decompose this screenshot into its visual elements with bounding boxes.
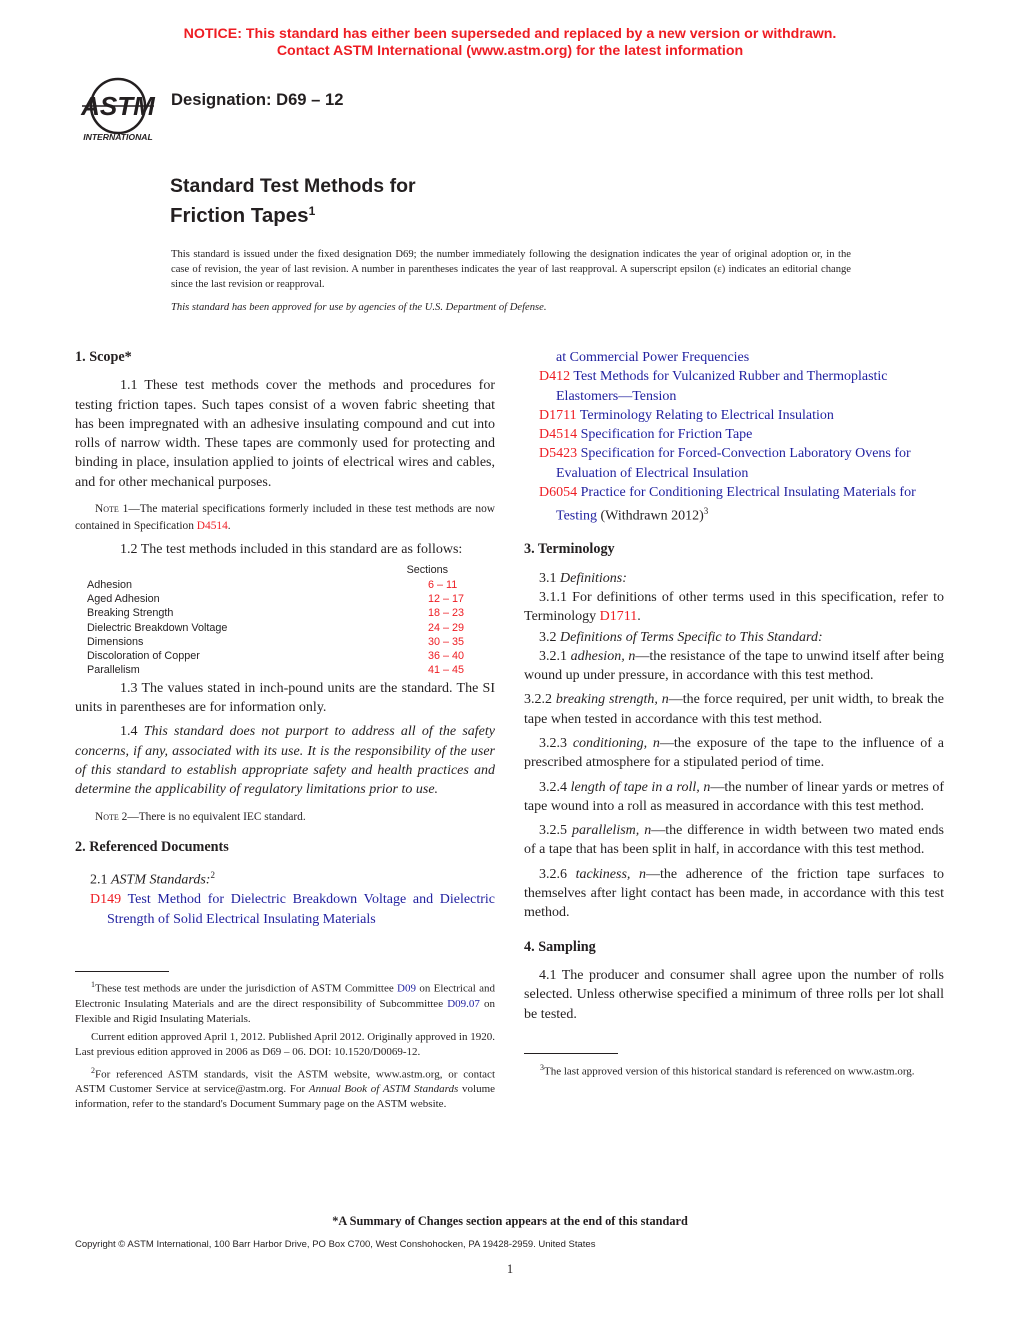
table-row — [75, 649, 493, 663]
ref-d412-num[interactable]: D412 — [539, 369, 571, 385]
logo-text: ASTM — [81, 91, 155, 121]
section-range-link[interactable]: 6 – 11 — [428, 578, 458, 591]
sections-table — [75, 563, 493, 677]
section-name: Aged Adhesion — [87, 592, 160, 605]
para-3-1-1 — [524, 588, 944, 627]
para-1-4 — [75, 722, 495, 799]
definition-text: —the exposure of the tape to the influence of a prescribed atmosphere for a stipulated period of time. — [524, 736, 944, 771]
para-1-4-num: 1.4 — [120, 724, 144, 740]
note-1-end: . — [227, 519, 231, 532]
ref-d1711-text[interactable]: Terminology Relating to Electrical Insulation — [576, 407, 834, 423]
ref-d6054-num[interactable]: D6054 — [539, 485, 578, 501]
sampling-heading: 4. Sampling — [524, 938, 596, 955]
section-name: Dielectric Breakdown Voltage — [87, 621, 228, 634]
para-3-1-1-end: . — [637, 609, 641, 625]
para-4-1: 4.1 The producer and consumer shall agree upon the number of rolls selected. Unless otherwise specified a minimum of three rolls per lot shall be tested. — [524, 967, 944, 1022]
designation: Designation: D69 – 12 — [171, 90, 344, 109]
footnote-2-a: For referenced ASTM standards, visit the ASTM website, www.astm.org, or contact ASTM Customer Service at service@astm.org. For — [75, 1068, 495, 1096]
footnote-2-mark: 2 — [91, 1065, 95, 1075]
section-range-link[interactable]: 12 – 17 — [428, 592, 465, 605]
definition-num: 3.2.1 — [539, 648, 571, 664]
logo-subtext: INTERNATIONAL — [83, 132, 153, 142]
section-range-link[interactable]: 36 – 40 — [428, 650, 465, 663]
definition-num: 3.2.3 — [539, 736, 573, 751]
para-2-1 — [75, 866, 495, 890]
para-3-2-text: Definitions of Terms Specific to This Standard: — [560, 629, 823, 645]
definition-text: —the difference in width between two mated ends of a tape that has been split in half, in accordance with this test method. — [524, 823, 945, 858]
definition-text: —the number of linear yards or metres of tape wound into a roll as measured in accordance with this test method. — [524, 779, 944, 814]
table-row — [75, 606, 493, 620]
footnote-3-text: The last approved version of this historical standard is referenced on www.astm.org. — [544, 1065, 915, 1078]
definition-text: —the force required, per unit width, to break the tape when tested in accordance with this test method. — [524, 692, 944, 727]
definition-num: 3.2.6 — [539, 866, 576, 882]
definition-text: —the adherence of the friction tape surfaces to themselves after light contact has been made, in accordance with this test method. — [524, 866, 944, 921]
para-2-1-num: 2.1 — [90, 872, 111, 888]
para-3-1-1-text: 3.1.1 For definitions of other terms used in this specification, refer to Terminology — [524, 589, 944, 625]
dod-approval: This standard has been approved for use by agencies of the U.S. Department of Defense. — [171, 302, 547, 313]
title-line-2: Friction Tapes — [170, 204, 309, 227]
ref-d5423-text[interactable]: Specification for Forced-Convection Laboratory Ovens for Evaluation of Electrical Insulation — [556, 446, 911, 481]
table-row — [75, 635, 493, 649]
definition-term: conditioning, n — [572, 736, 660, 751]
footnote-3-mark: 3 — [540, 1062, 544, 1072]
ref-d5423-num[interactable]: D5423 — [539, 446, 578, 462]
note-2 — [75, 809, 495, 826]
definition-term: breaking strength, n — [555, 692, 669, 708]
document-title — [170, 174, 416, 228]
para-3-1-text: Definitions: — [560, 570, 627, 586]
notice-line-2: Contact ASTM International (www.astm.org) for the latest information — [276, 43, 744, 59]
sections-header: Sections — [406, 564, 448, 577]
section-name: Adhesion — [87, 578, 133, 591]
page-number: 1 — [506, 1262, 514, 1276]
title-line-1: Standard Test Methods for — [170, 175, 416, 197]
para-3-1 — [524, 569, 944, 588]
scope-heading: 1. Scope* — [75, 349, 132, 365]
footnote-1-a: These test methods are under the jurisdiction of ASTM Committee — [95, 982, 398, 995]
issue-statement: This standard is issued under the fixed designation D69; the number immediately following the designation indicates the year of original adoption or, in the case of revision, the year of last revision. A number in parentheses indicates the year of last reapproval. A superscript epsilon (ε) indicates an editorial change since the last revision or reapproval. — [171, 249, 851, 290]
supersede-notice — [0, 26, 1020, 60]
definition-term: tackiness, n — [575, 866, 646, 882]
right-column — [524, 348, 944, 1080]
definition-num: 3.2.5 — [539, 823, 572, 839]
footnote-1-c: on Flexible and Rigid Insulating Materials. — [75, 997, 495, 1025]
para-1-3: 1.3 The values stated in inch-pound units are the standard. The SI units in parentheses are for information only. — [75, 680, 495, 716]
section-name: Dimensions — [87, 635, 144, 648]
terminology-heading: 3. Terminology — [524, 541, 615, 558]
astm-logo — [76, 76, 160, 144]
ref-d149 — [75, 890, 495, 929]
note-1-text: —The material specifications formerly included in these test methods are now contained in Specification — [75, 503, 495, 532]
definition-parallelism — [524, 821, 944, 860]
ref-d149-num[interactable]: D149 — [90, 892, 122, 908]
ref-d1711 — [524, 406, 944, 425]
ref-d149-text[interactable]: Test Method for Dielectric Breakdown Voltage and Dielectric Strength of Solid Electrical Insulating Materials — [107, 892, 495, 927]
section-range-link[interactable]: 18 – 23 — [428, 607, 465, 620]
footnote-1 — [75, 977, 495, 1027]
left-column — [75, 348, 495, 1112]
footnote-1-edition: Current edition approved April 1, 2012. Published April 2012. Originally approved in 1920. Last previous edition approved in 2006 as D69 – 06. DOI: 10.1520/D0069-12. — [75, 1030, 495, 1058]
title-footnote-mark: 1 — [308, 204, 316, 218]
ref-d4514-num[interactable]: D4514 — [539, 427, 578, 443]
ref-d6054 — [524, 483, 944, 526]
para-2-1-sup: 2 — [210, 870, 215, 881]
footnote-2-italic: Annual Book of ASTM Standards — [308, 1083, 459, 1096]
section-range-link[interactable]: 41 – 45 — [428, 664, 465, 677]
para-1-1: 1.1 These test methods cover the methods and procedures for testing friction tapes. Such tapes consist of a woven fabric sheeting that has been impregnated with an adhesive insulating compound and cut into rolls of narrow width. These tapes are commonly used for protecting and binding in place, insulation applied to joints of electrical wires and cables, and for other mechanical purposes. — [75, 378, 495, 490]
ref-d6054-text[interactable]: Practice for Conditioning Electrical Insulating Materials for Testing — [556, 485, 916, 525]
para-3-2 — [524, 628, 944, 647]
para-1-2: 1.2 The test methods included in this standard are as follows: — [120, 542, 463, 558]
ref-d4514 — [524, 425, 944, 444]
table-row — [75, 621, 493, 635]
footnote-rule — [524, 1053, 618, 1054]
footnote-2-b: volume information, refer to the standard's Document Summary page on the ASTM website. — [75, 1083, 496, 1111]
section-name: Discoloration of Copper — [87, 650, 200, 663]
definition-num: 3.2.4 — [539, 779, 571, 795]
footnote-1-mark: 1 — [91, 979, 95, 989]
footnote-rule — [75, 971, 169, 972]
footnote-1-ref-d0907[interactable]: D09.07 — [447, 997, 480, 1010]
ref-d412 — [524, 367, 944, 406]
astm-logo-icon — [76, 76, 160, 144]
ref-d412-text[interactable]: Test Methods for Vulcanized Rubber and Thermoplastic Elastomers—Tension — [556, 369, 888, 404]
definition-length-of-tape — [524, 778, 944, 817]
definition-text: —the resistance of the tape to unwind itself after being wound up under pressure, in accordance with this test method. — [524, 648, 944, 684]
definition-breaking-strength — [524, 690, 944, 729]
definition-conditioning — [524, 734, 944, 773]
note-2-label: Note 2 — [95, 810, 128, 823]
para-3-1-1-ref-d1711[interactable]: D1711 — [599, 609, 638, 625]
footnote-2 — [75, 1063, 495, 1113]
para-2-1-text: ASTM Standards: — [111, 872, 211, 888]
definition-term: parallelism, n — [571, 823, 652, 839]
notice-line-1: NOTICE: This standard has either been superseded and replaced by a new version or withdrawn. — [183, 26, 837, 42]
footnote-3 — [524, 1060, 944, 1080]
section-name: Breaking Strength — [87, 607, 174, 620]
definition-term: length of tape in a roll, n — [570, 779, 711, 795]
note-1-ref-d4514[interactable]: D4514 — [196, 519, 228, 532]
ref-d4514-text[interactable]: Specification for Friction Tape — [577, 427, 753, 443]
note-1-label: Note 1 — [95, 503, 129, 516]
section-range-link[interactable]: 24 – 29 — [428, 621, 465, 634]
section-name: Parallelism — [87, 664, 140, 677]
table-row — [75, 578, 493, 592]
ref-d1711-num[interactable]: D1711 — [539, 407, 577, 423]
definition-tackiness — [524, 865, 944, 923]
note-2-text: —There is no equivalent IEC standard. — [127, 810, 306, 823]
note-1 — [75, 501, 495, 534]
definition-adhesion — [524, 647, 944, 686]
referenced-heading: 2. Referenced Documents — [75, 839, 229, 856]
footnote-1-b: on Electrical and Electronic Insulating Materials and are the direct responsibility of Subcommittee — [75, 982, 495, 1010]
ref-d6054-withdrawn: (Withdrawn 2012) — [597, 509, 704, 525]
footnote-1-ref-d09[interactable]: D09 — [397, 982, 416, 995]
para-3-2-num: 3.2 — [539, 629, 560, 645]
definition-term: adhesion, n — [570, 648, 636, 664]
para-3-1-num: 3.1 — [539, 570, 560, 586]
ref-d6054-sup: 3 — [703, 506, 709, 517]
definition-num: 3.2.2 — [524, 692, 556, 708]
table-row — [75, 592, 493, 606]
table-row — [75, 663, 493, 677]
footnotes-left — [75, 977, 495, 1112]
ref-d5423 — [524, 444, 944, 483]
section-range-link[interactable]: 30 – 35 — [428, 635, 465, 648]
summary-note: *A Summary of Changes section appears at the end of this standard — [332, 1214, 688, 1228]
ref-d149-continued[interactable]: at Commercial Power Frequencies — [556, 350, 750, 365]
copyright: Copyright © ASTM International, 100 Barr Harbor Drive, PO Box C700, West Conshohocken, PA 19428-2959. United States — [75, 1239, 596, 1250]
para-1-4-text: This standard does not purport to address all of the safety concerns, if any, associated with its use. It is the responsibility of the user of this standard to establish appropriate safety and health practices and determine the applicability of regulatory limitations prior to use. — [75, 724, 495, 798]
